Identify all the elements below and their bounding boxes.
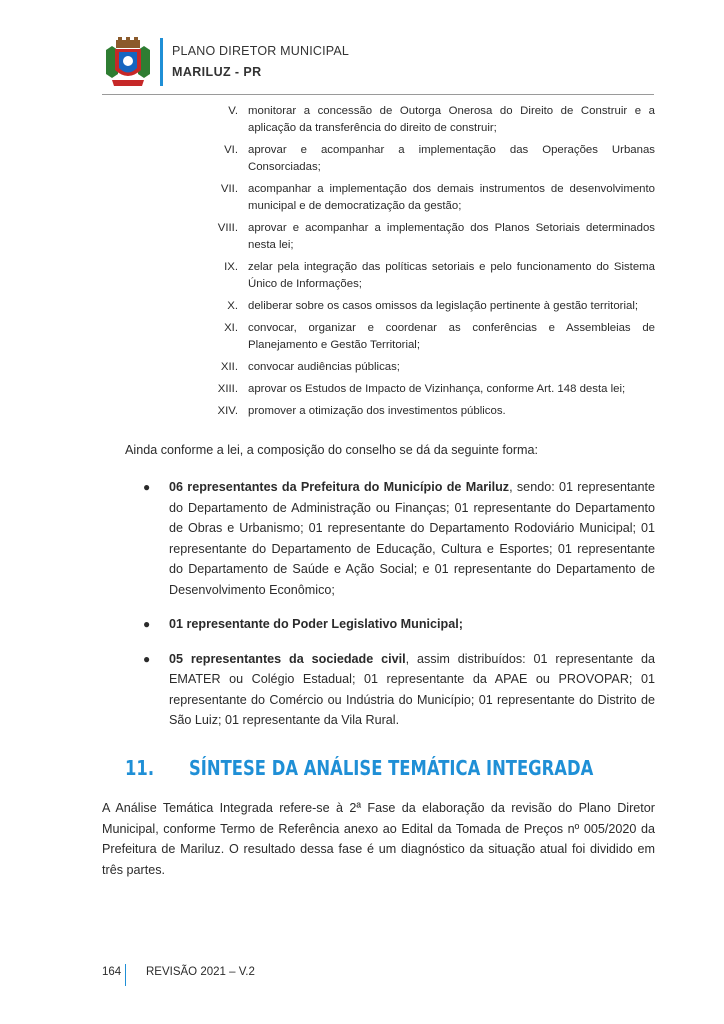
item-number: VI. bbox=[224, 144, 238, 156]
item-text: , assim distribuídos: 01 representante da EMATER ou Colégio Estadual; 01 representante da APAE ou PROVOPAR; 01 representante do Comércio ou Indústria do Município; 01 representante do Distrito de São Luiz; 01 representante da Vila Rural. bbox=[169, 651, 655, 727]
page-number: 164 bbox=[102, 966, 122, 978]
item-text: zelar pela integração das políticas setoriais e pelo funcionamento do Sistema Único de Informações; bbox=[248, 261, 655, 290]
list-item bbox=[190, 298, 655, 315]
item-number: VII. bbox=[220, 183, 238, 195]
item-text: aprovar e acompanhar a implementação das Operações Urbanas Consorciadas; bbox=[248, 144, 655, 173]
item-number: IX. bbox=[224, 261, 238, 273]
item-text: convocar, organizar e coordenar as conferências e Assembleias de Planejamento e Gestão Territorial; bbox=[248, 322, 655, 351]
document-title: PLANO DIRETOR MUNICIPAL bbox=[172, 44, 350, 58]
list-item bbox=[190, 381, 655, 398]
list-item bbox=[190, 103, 655, 137]
composition-list bbox=[143, 477, 655, 745]
bullet-icon: ● bbox=[143, 651, 151, 666]
item-number: V. bbox=[228, 105, 238, 117]
item-number: XII. bbox=[220, 361, 238, 373]
item-number: X. bbox=[227, 300, 238, 312]
item-text: , sendo: 01 representante do Departamento de Administração ou Finanças; 01 representante do Departamento de Obras e Urbanismo; 01 representante do Departamento Rodoviário Municipal; 01 representante do Departamento de Educação, Cultura e Esportes; 01 representante do Departamento de Saúde e Ação Social; e 01 representante do Departamento de Desenvolvimento Econômico; bbox=[169, 480, 656, 597]
item-text: acompanhar a implementação dos demais instrumentos de desenvolvimento municipal e de democratização da gestão; bbox=[248, 183, 655, 212]
item-text: convocar audiências públicas; bbox=[248, 361, 400, 373]
body-paragraph: A Análise Temática Integrada refere-se à 2ª Fase da elaboração da revisão do Plano Diretor Municipal, conforme Termo de Referência anexo ao Edital da Tomada de Preços nº 005/2020 da Prefeitura de Mariluz. O resultado dessa fase é um diagnóstico da situação atual foi dividido em três partes. bbox=[102, 801, 655, 877]
composition-intro: Ainda conforme a lei, a composição do conselho se dá da seguinte forma: bbox=[125, 443, 539, 457]
header-rule bbox=[102, 94, 654, 95]
competencias-list bbox=[190, 103, 655, 425]
item-number: XIII. bbox=[217, 383, 238, 395]
revision-label: REVISÃO 2021 – V.2 bbox=[146, 966, 255, 978]
list-item bbox=[190, 359, 655, 376]
section-heading bbox=[125, 756, 593, 780]
bullet-icon: ● bbox=[143, 617, 151, 631]
item-text: deliberar sobre os casos omissos da legislação pertinente à gestão territorial; bbox=[248, 300, 639, 312]
list-item bbox=[143, 649, 655, 731]
item-number: XI. bbox=[224, 322, 238, 334]
item-number: VIII. bbox=[217, 222, 238, 234]
item-text: monitorar a concessão de Outorga Onerosa do Direito de Construir e a aplicação da transferência do direito de construir; bbox=[248, 105, 655, 134]
bullet-icon: ● bbox=[143, 480, 151, 494]
section-number: 11. bbox=[125, 756, 155, 780]
list-item bbox=[190, 320, 655, 354]
list-item bbox=[190, 259, 655, 293]
coat-of-arms-icon bbox=[102, 36, 154, 88]
page-header bbox=[102, 34, 654, 94]
item-text: promover a otimização dos investimentos públicos. bbox=[248, 405, 506, 417]
list-item bbox=[143, 614, 655, 635]
item-bold-text: 01 representante do Poder Legislativo Municipal; bbox=[169, 617, 463, 631]
header-divider bbox=[160, 38, 163, 86]
section-title: SÍNTESE DA ANÁLISE TEMÁTICA INTEGRADA bbox=[188, 756, 594, 780]
list-item bbox=[143, 477, 655, 600]
item-bold-text: 05 representantes da sociedade civil bbox=[169, 651, 406, 666]
item-number: XIV. bbox=[217, 405, 238, 417]
item-text: aprovar e acompanhar a implementação dos Planos Setoriais determinados nesta lei; bbox=[248, 222, 655, 251]
footer-divider bbox=[125, 964, 126, 986]
list-item bbox=[190, 403, 655, 420]
list-item bbox=[190, 181, 655, 215]
item-bold-text: 06 representantes da Prefeitura do Município de Mariluz bbox=[169, 480, 510, 494]
list-item bbox=[190, 142, 655, 176]
municipality-name: MARILUZ - PR bbox=[172, 65, 262, 79]
list-item bbox=[190, 220, 655, 254]
item-text: aprovar os Estudos de Impacto de Vizinhança, conforme Art. 148 desta lei; bbox=[248, 383, 626, 395]
